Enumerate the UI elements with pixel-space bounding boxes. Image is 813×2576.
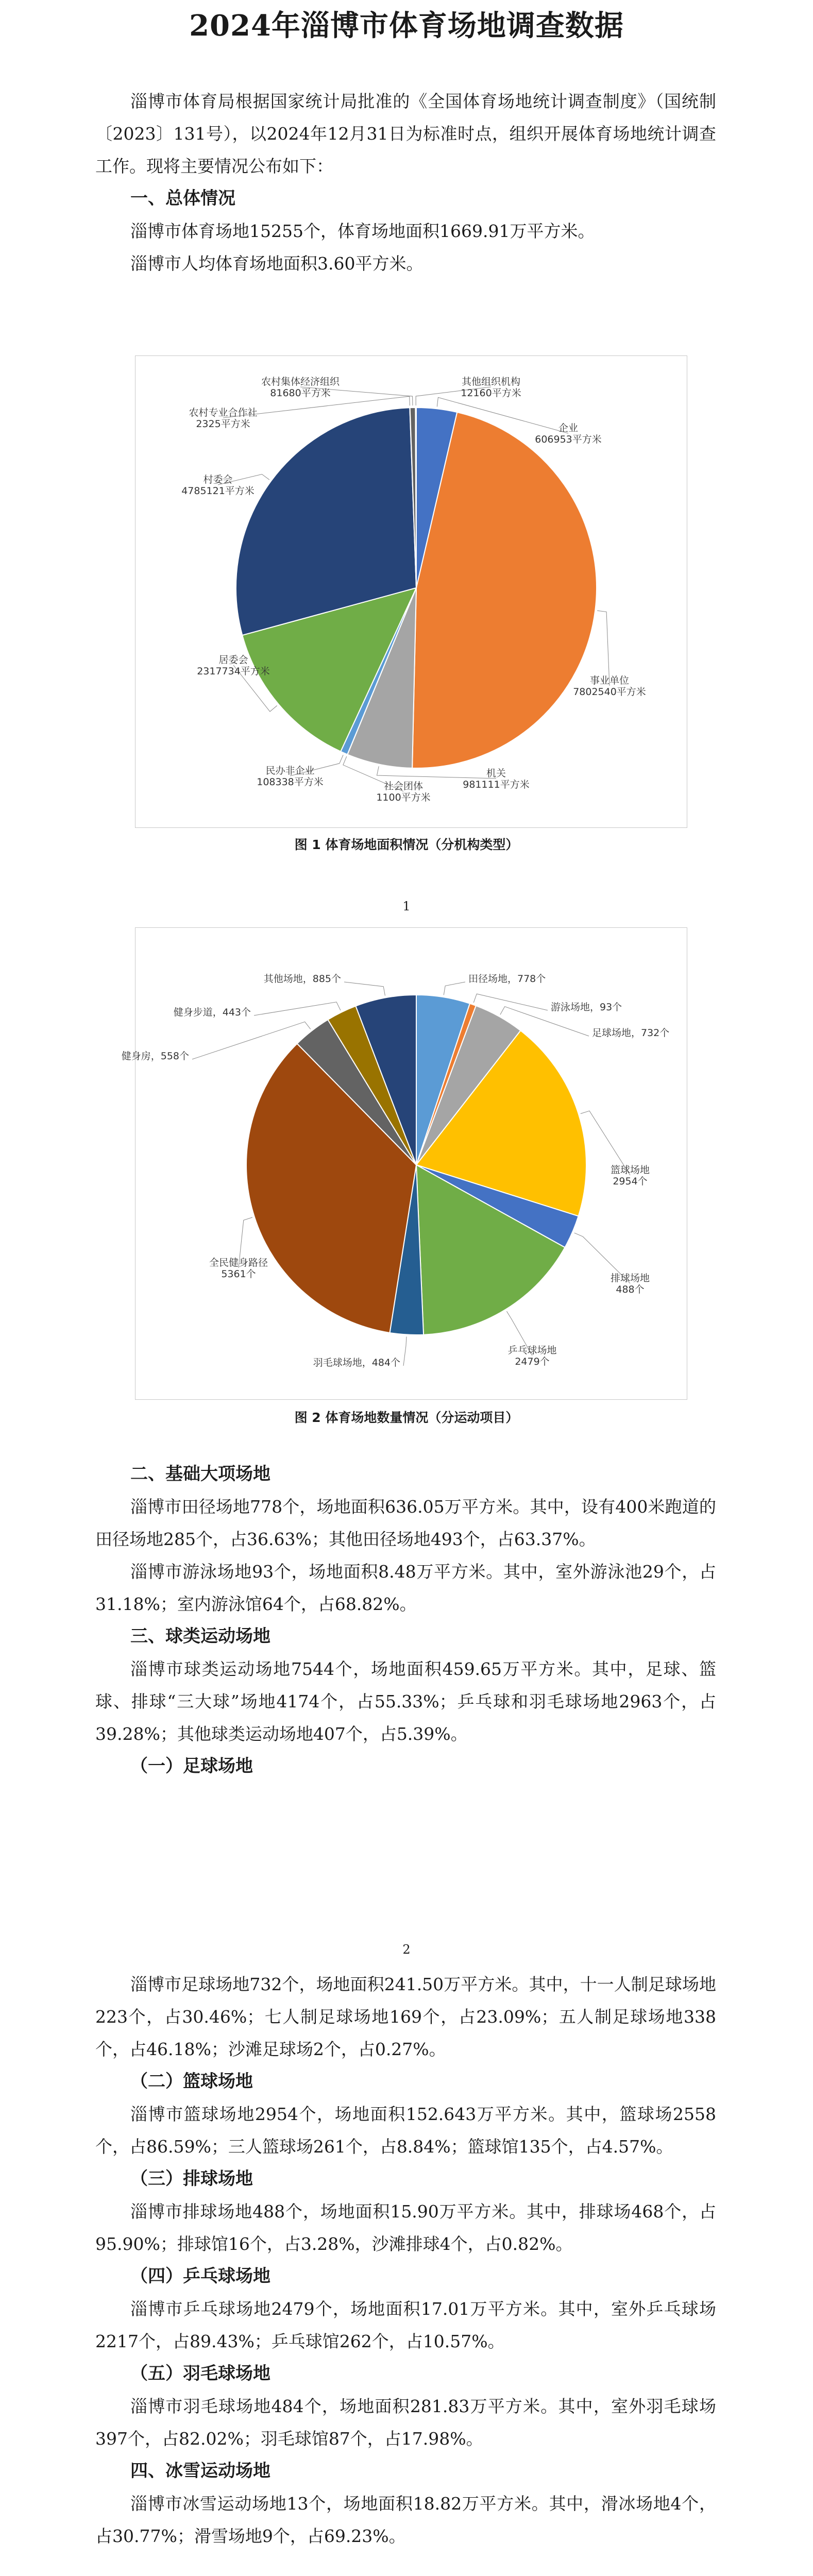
fig1-slice-label: 民办非企业 108338平方米 (257, 765, 324, 788)
fig2-leader-line (344, 982, 385, 996)
body-section-1 (95, 1458, 716, 1783)
figure-1-frame (135, 355, 687, 828)
fig2-slice-label: 全民健身路径 5361个 (209, 1257, 268, 1280)
heading-ball-venues: 三、球类运动场地 (130, 1626, 270, 1647)
overview-paragraph-2: 淄博市人均体育场地面积3.60平方米。 (130, 253, 424, 274)
fig1-slice-label: 事业单位 7802540平方米 (573, 675, 646, 698)
fig2-slice-label: 健身房，558个 (121, 1050, 189, 1062)
fig1-slice-label: 村委会 4785121平方米 (181, 474, 255, 497)
volleyball-paragraph: 淄博市排球场地488个，场地面积15.90万平方米。其中，排球场468个，占95.90%；排球馆16个，占3.28%，沙滩排球4个，占0.82%。 (95, 2201, 716, 2254)
heading-badminton: （五）羽毛球场地 (130, 2363, 270, 2384)
fig2-slice-label: 排球场地 488个 (610, 1273, 650, 1295)
pie-chart-area-by-institution (136, 356, 687, 827)
basic-venues-paragraph-1: 淄博市田径场地778个，场地面积636.05万平方米。其中，设有400米跑道的田径场地285个，占36.63%；其他田径场地493个，占63.37%。 (95, 1497, 716, 1549)
heading-ice-snow: 四、冰雪运动场地 (130, 2461, 270, 2481)
table-tennis-paragraph: 淄博市乒乓球场地2479个，场地面积17.01万平方米。其中，室外乒乓球场2217个，占89.43%；乒乓球馆262个，占10.57%。 (95, 2299, 716, 2351)
fig1-slice-label: 其他组织机构 12160平方米 (461, 376, 521, 399)
fig2-leader-line (444, 982, 465, 995)
fig2-slice-label: 田径场地，778个 (468, 973, 546, 985)
fig1-slice-label: 企业 606953平方米 (535, 422, 602, 445)
page-number: 1 (402, 899, 411, 913)
heading-basketball: （二）篮球场地 (130, 2071, 253, 2092)
fig2-leader-line (473, 994, 548, 1010)
fig1-slice-label: 居委会 2317734平方米 (197, 654, 270, 677)
fig2-slice-label: 乒乓球场地 2479个 (507, 1345, 557, 1367)
heading-volleyball: （三）排球场地 (130, 2168, 253, 2189)
fig1-slice-label: 社会团体 1100平方米 (376, 781, 431, 803)
figure-1-caption: 图 1 体育场地面积情况（分机构类型） (294, 837, 519, 852)
heading-basic-venues: 二、基础大项场地 (130, 1464, 270, 1484)
figure-2-caption: 图 2 体育场地数量情况（分运动项目） (294, 1410, 519, 1425)
pie-chart-count-by-sport (121, 928, 687, 1399)
badminton-paragraph: 淄博市羽毛球场地484个，场地面积281.83万平方米。其中，室外羽毛球场397个，占82.02%；羽毛球馆87个，占17.98%。 (95, 2396, 716, 2449)
fig1-slice-label: 农村专业合作社 2325平方米 (189, 407, 258, 430)
heading-table-tennis: （四）乒乓球场地 (130, 2266, 270, 2286)
heading-football: （一）足球场地 (130, 1756, 253, 1776)
ice-snow-paragraph: 淄博市冰雪运动场地13个，场地面积18.82万平方米。其中，滑冰场地4个，占30.77%；滑雪场地9个，占69.23%。 (95, 2494, 716, 2546)
heading-overview: 一、总体情况 (130, 188, 235, 209)
fig2-slice-label: 健身步道，443个 (173, 1007, 251, 1018)
fig1-slice-label: 农村集体经济组织 81680平方米 (261, 376, 340, 399)
body-section-2 (95, 1968, 716, 2552)
fig2-leader-line (403, 1336, 406, 1366)
page-number: 2 (402, 1942, 411, 1957)
fig2-slice-label: 羽毛球场地，484个 (313, 1357, 400, 1368)
figure-2-frame (121, 927, 687, 1400)
document-title: 2024年淄博市体育场地调查数据 (189, 9, 624, 43)
basketball-paragraph: 淄博市篮球场地2954个，场地面积152.643万平方米。其中，篮球场2558个，占86.59%；三人篮球场261个，占8.84%；篮球馆135个，占4.57%。 (95, 2104, 716, 2157)
football-paragraph: 淄博市足球场地732个，场地面积241.50万平方米。其中，十一人制足球场地223个，占30.46%；七人制足球场地169个，占23.09%；五人制足球场地338个，占46.18%；沙滩足球场2个，占0.27%。 (95, 1974, 716, 2059)
intro-section (95, 85, 716, 280)
fig2-slice-label: 游泳场地，93个 (551, 1002, 622, 1013)
fig1-leader-line (377, 766, 496, 778)
overview-paragraph-1: 淄博市体育场地15255个，体育场地面积1669.91万平方米。 (130, 221, 595, 241)
fig2-slice-label: 足球场地，732个 (592, 1027, 670, 1039)
ball-venues-paragraph: 淄博市球类运动场地7544个，场地面积459.65万平方米。其中，足球、篮球、排球“三大球”场地4174个，占55.33%；乒乓球和羽毛球场地2963个，占39.28%；其他球类运动场地407个，占5.39%。 (95, 1659, 716, 1744)
fig2-leader-line (254, 1002, 341, 1015)
fig2-slice-label: 其他场地，885个 (263, 973, 341, 985)
basic-venues-paragraph-2: 淄博市游泳场地93个，场地面积8.48万平方米。其中，室外游泳池29个，占31.18%；室内游泳馆64个，占68.82%。 (95, 1562, 716, 1614)
fig1-slice-label: 机关 981111平方米 (463, 768, 530, 790)
fig2-slice-label: 篮球场地 2954个 (610, 1164, 650, 1187)
intro-paragraph: 淄博市体育局根据国家统计局批准的《全国体育场地统计调查制度》（国统制〔2023〕131号），以2024年12月31日为标准时点，组织开展体育场地统计调查工作。现将主要情况公布如下： (95, 91, 716, 176)
